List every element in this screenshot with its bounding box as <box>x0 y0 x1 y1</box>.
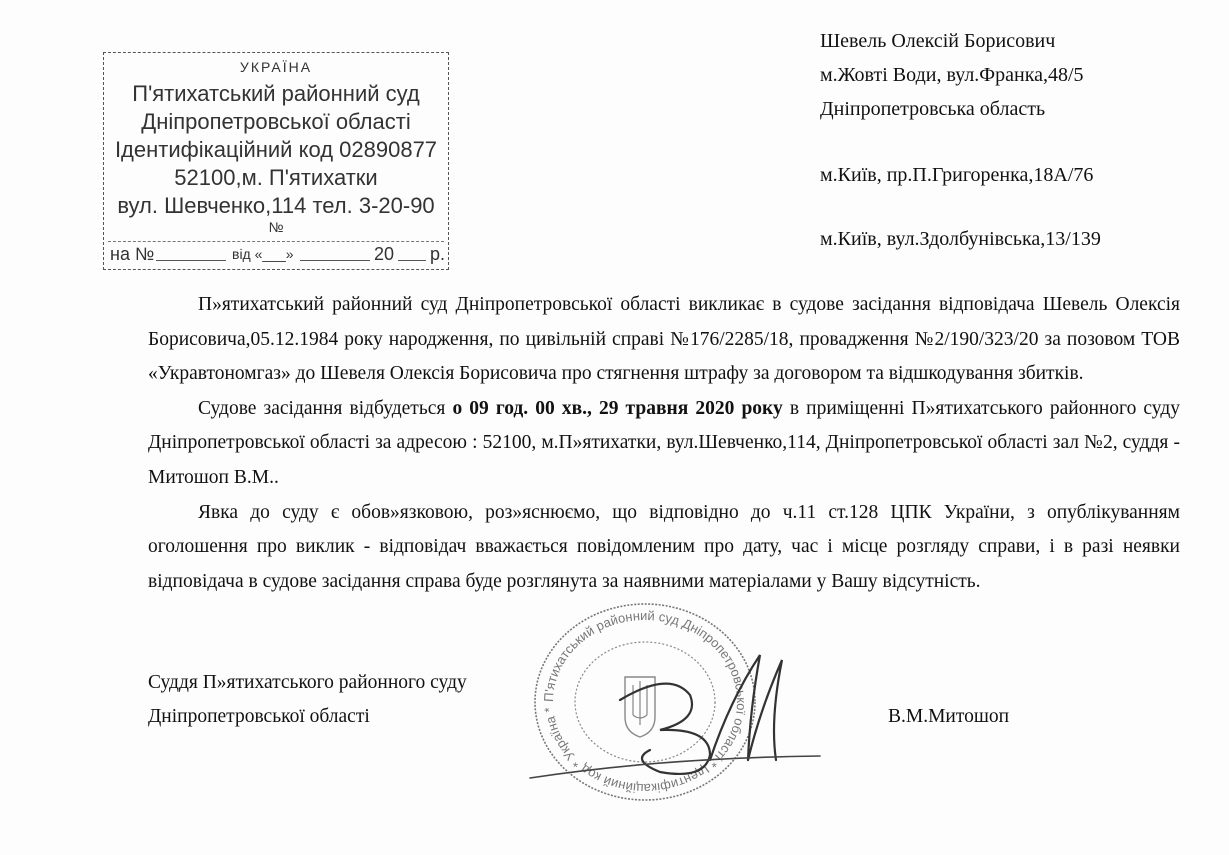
letterhead-street: вул. Шевченко,114 тел. 3-20-90 <box>117 193 435 218</box>
recipient-name: Шевель Олексій Борисович <box>820 30 1056 52</box>
ref-r: р. <box>430 244 446 264</box>
letterhead-reference-line <box>108 241 444 264</box>
recipient-address-3: м.Київ, вул.Здолбунівська,13/139 <box>820 228 1101 250</box>
hearing-datetime: о 09 год. 00 хв., 29 травня 2020 року <box>452 397 783 419</box>
summons-body <box>148 288 1180 599</box>
judge-title-line-1: Суддя П»ятихатського районного суду <box>148 672 467 693</box>
letterhead-region: Дніпропетровської області <box>141 109 411 134</box>
recipient-region: Дніпропетровська область <box>820 98 1046 120</box>
letterhead-number-mark: № <box>268 219 284 235</box>
ref-year-underline <box>398 260 426 261</box>
hearing-location: в приміщенні П»ятихатського районного суду Дніпропетровської області за адресою : 52100, м.П»ятихатки, вул.Шевченко,114, Дніпропетровської області зал №2, суддя - Митошоп В.М.. <box>148 397 1181 488</box>
handwritten-signature <box>520 640 840 790</box>
ref-month-underline <box>300 260 370 261</box>
recipient-address-2: м.Київ, пр.П.Григоренка,18А/76 <box>820 164 1094 186</box>
judge-title-line-2: Дніпропетровської області <box>148 706 370 727</box>
letterhead-ident-code: Ідентифікаційний код 02890877 <box>114 137 438 162</box>
letterhead-postal: 52100,м. П'ятихатки <box>174 165 378 190</box>
paragraph-attendance-notice: Явка до суду є обов»язковою, роз»яснюємо, що відповідно до ч.11 ст.128 ЦПК України, з опублікуванням оголошення про виклик - відповідач вважається повідомленим про дату, час і місце розгляду справи, і в разі неявки відповідача в судове засідання справа буде розглянута за наявними матеріалами у Вашу відсутність. <box>148 501 1180 592</box>
letterhead-court-name: П'ятихатський районний суд <box>132 81 420 106</box>
paragraph-hearing-time <box>148 392 1180 496</box>
recipient-address-1: м.Жовті Води, вул.Франка,48/5 <box>820 64 1084 86</box>
paragraph-summons: П»ятихатський районний суд Дніпропетровської області викликає в судове засідання відповідача Шевель Олексія Борисовича,05.12.1984 року народження, по цивільній справі №176/2285/18, провадження №2/190/323/20 за позовом ТОВ «Укравтономгаз» до Шевеля Олексія Борисовича про стягнення штрафу за договором та відшкодування збитків. <box>148 294 1180 385</box>
ref-number-underline <box>156 260 226 261</box>
ref-year: 20 <box>374 244 395 264</box>
ref-number-label: на № <box>110 244 155 264</box>
judge-name: В.М.Митошоп <box>888 706 1010 727</box>
court-letterhead-stamp <box>103 52 449 270</box>
hearing-intro: Судове засідання відбудеться <box>198 397 453 419</box>
letterhead-country: УКРАЇНА <box>239 59 313 75</box>
ref-date-label: від «___» <box>232 246 294 262</box>
seal-ring-text: П'ятихатський районний суд Дніпропетровської області * Ідентифікаційний код * Україна * <box>540 607 750 797</box>
